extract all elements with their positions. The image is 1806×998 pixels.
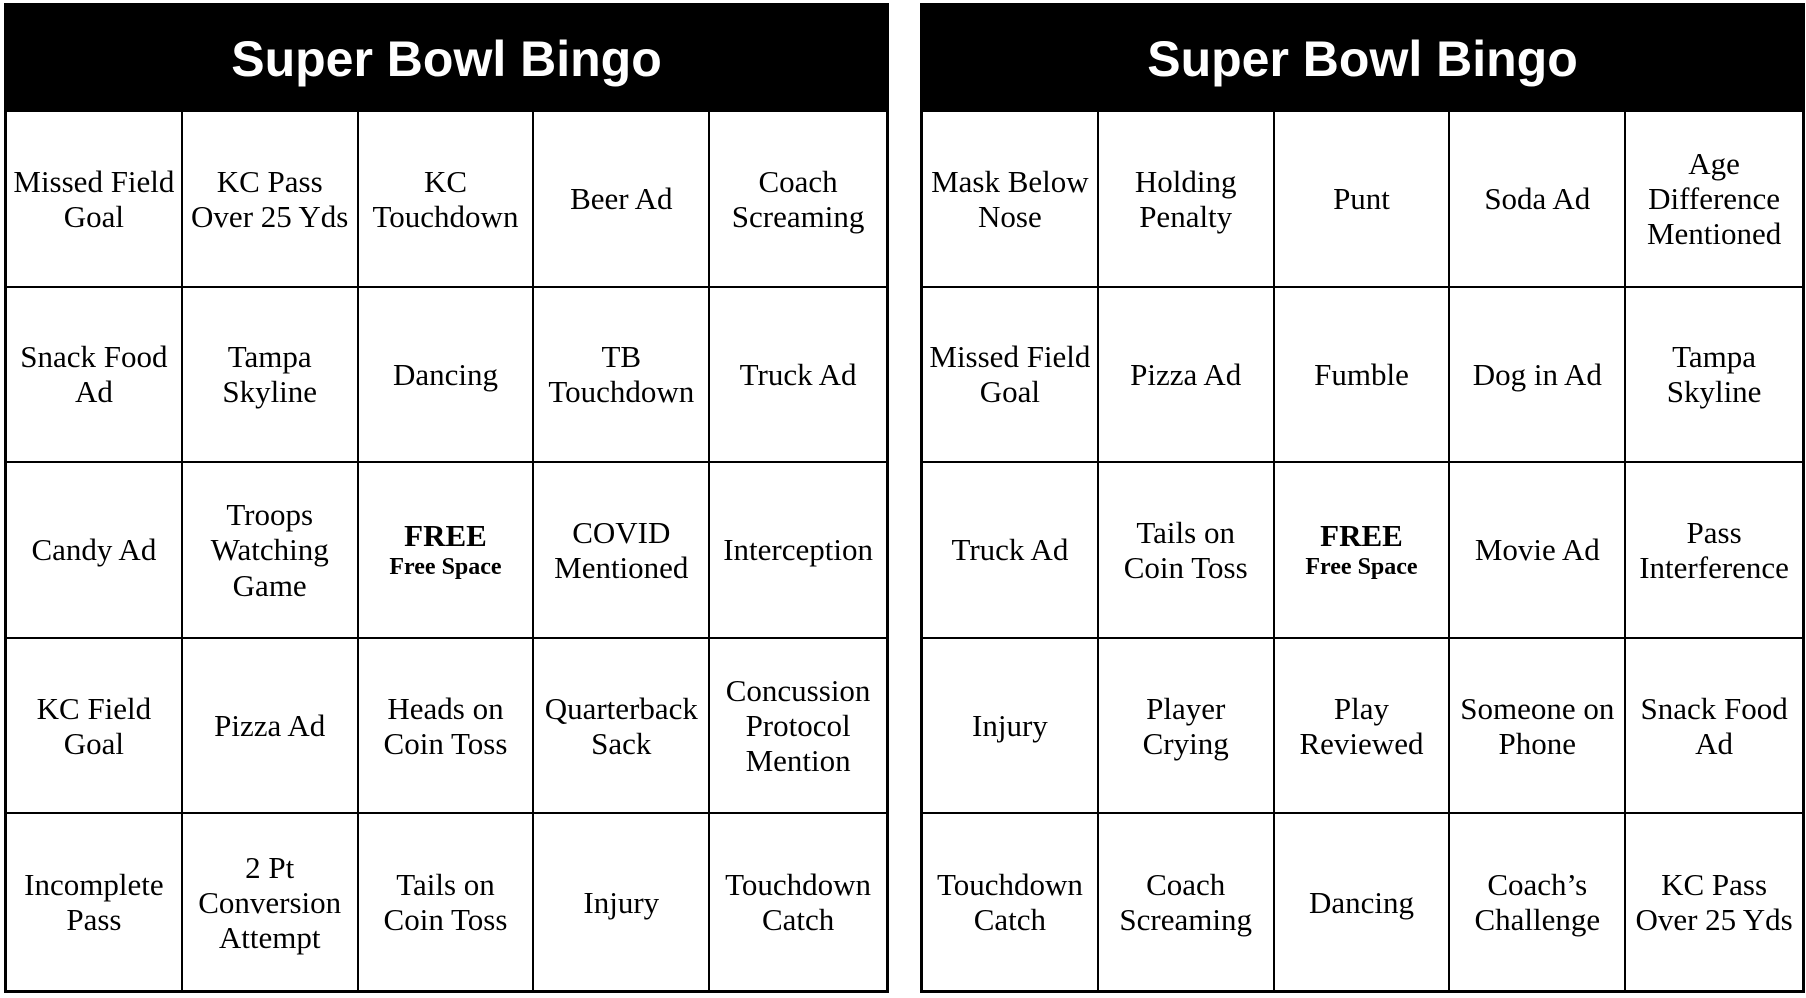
bingo-cell-play-reviewed[interactable]: Play Reviewed xyxy=(1275,639,1451,815)
bingo-cell-tampa-skyline[interactable]: Tampa Skyline xyxy=(1626,288,1802,464)
bingo-cell-concussion-protocol-mention[interactable]: Concussion Protocol Mention xyxy=(710,639,886,815)
bingo-cell-coach-screaming[interactable]: Coach Screaming xyxy=(1099,814,1275,990)
bingo-cell-candy-ad[interactable]: Candy Ad xyxy=(7,463,183,639)
bingo-cell-kc-pass-over-25-yds[interactable]: KC Pass Over 25 Yds xyxy=(1635,867,1793,938)
bingo-cell-snack-food-ad[interactable]: Snack Food Ad xyxy=(1626,639,1802,815)
bingo-cell-free-space[interactable] xyxy=(359,463,535,639)
bingo-cell-incomplete-pass[interactable]: Incomplete Pass xyxy=(7,814,183,990)
bingo-cell-pizza-ad[interactable]: Pizza Ad xyxy=(1099,288,1275,464)
bingo-cell-missed-field-goal[interactable]: Missed Field Goal xyxy=(7,112,183,288)
bingo-cell-truck-ad[interactable]: Truck Ad xyxy=(923,463,1099,639)
bingo-cell-tampa-skyline[interactable]: Tampa Skyline xyxy=(183,288,359,464)
bingo-cell-dancing[interactable]: Dancing xyxy=(1275,814,1451,990)
bingo-cell-heads-on-coin-toss[interactable]: Heads on Coin Toss xyxy=(359,639,535,815)
bingo-cell-fumble[interactable]: Fumble xyxy=(1275,288,1451,464)
bingo-cell-pizza-ad[interactable]: Pizza Ad xyxy=(183,639,359,815)
bingo-cell-player-crying[interactable]: Player Crying xyxy=(1099,639,1275,815)
bingo-cell-missed-field-goal[interactable]: Missed Field Goal xyxy=(923,288,1099,464)
card-title: Super Bowl Bingo xyxy=(7,6,886,112)
bingo-cell-injury[interactable]: Injury xyxy=(534,814,710,990)
bingo-cell-pass-interference[interactable]: Pass Interference xyxy=(1626,463,1802,639)
bingo-cell-interception[interactable]: Interception xyxy=(710,463,886,639)
free-subtitle: Free Space xyxy=(389,553,502,580)
free-title: FREE xyxy=(404,517,487,553)
bingo-cell-holding-penalty[interactable]: Holding Penalty xyxy=(1099,112,1275,288)
card-title: Super Bowl Bingo xyxy=(923,6,1802,112)
free-subtitle: Free Space xyxy=(1305,553,1418,580)
bingo-cell-kc-field-goal[interactable]: KC Field Goal xyxy=(7,639,183,815)
bingo-cell-kc-touchdown[interactable]: KC Touchdown xyxy=(359,112,535,288)
bingo-cell-injury[interactable]: Injury xyxy=(923,639,1099,815)
bingo-card-1 xyxy=(4,3,889,993)
bingo-cell-truck-ad[interactable]: Truck Ad xyxy=(710,288,886,464)
bingo-cell-mask-below-nose[interactable]: Mask Below Nose xyxy=(923,112,1099,288)
bingo-cell-coachs-challenge[interactable]: Coach’s Challenge xyxy=(1450,814,1626,990)
bingo-cell-snack-food-ad[interactable]: Snack Food Ad xyxy=(7,288,183,464)
bingo-cell-movie-ad[interactable]: Movie Ad xyxy=(1450,463,1626,639)
free-title: FREE xyxy=(1320,517,1403,553)
bingo-grid xyxy=(923,112,1802,990)
bingo-cell-troops-watching-game[interactable]: Troops Watching Game xyxy=(183,463,359,639)
bingo-cell-covid-mentioned[interactable]: COVID Mentioned xyxy=(534,463,710,639)
bingo-cell-tails-on-coin-toss[interactable]: Tails on Coin Toss xyxy=(359,814,535,990)
bingo-cell-someone-on-phone[interactable]: Someone on Phone xyxy=(1450,639,1626,815)
bingo-cell-touchdown-catch[interactable]: Touchdown Catch xyxy=(725,867,872,938)
bingo-card-2 xyxy=(920,3,1805,993)
bingo-cell-free-space[interactable] xyxy=(1275,463,1451,639)
bingo-cell-quarterback-sack[interactable]: Quarterback Sack xyxy=(534,639,710,815)
bingo-cell-kc-pass-over-25-yds[interactable]: KC Pass Over 25 Yds xyxy=(183,112,359,288)
bingo-cell-beer-ad[interactable]: Beer Ad xyxy=(534,112,710,288)
bingo-cell-2-pt-conversion-attempt[interactable]: 2 Pt Conversion Attempt xyxy=(183,814,359,990)
bingo-cell-tb-touchdown[interactable]: TB Touchdown xyxy=(534,288,710,464)
bingo-cell-tails-on-coin-toss[interactable]: Tails on Coin Toss xyxy=(1099,463,1275,639)
bingo-grid xyxy=(7,112,886,990)
bingo-cell-soda-ad[interactable]: Soda Ad xyxy=(1450,112,1626,288)
bingo-cell-dancing[interactable]: Dancing xyxy=(359,288,535,464)
bingo-cell-coach-screaming[interactable]: Coach Screaming xyxy=(710,112,886,288)
bingo-cell-dog-in-ad[interactable]: Dog in Ad xyxy=(1450,288,1626,464)
bingo-cell-touchdown-catch[interactable]: Touchdown Catch xyxy=(923,814,1099,990)
bingo-cell-age-difference-mentioned[interactable]: Age Difference Mentioned xyxy=(1626,112,1802,288)
bingo-cell-punt[interactable]: Punt xyxy=(1275,112,1451,288)
